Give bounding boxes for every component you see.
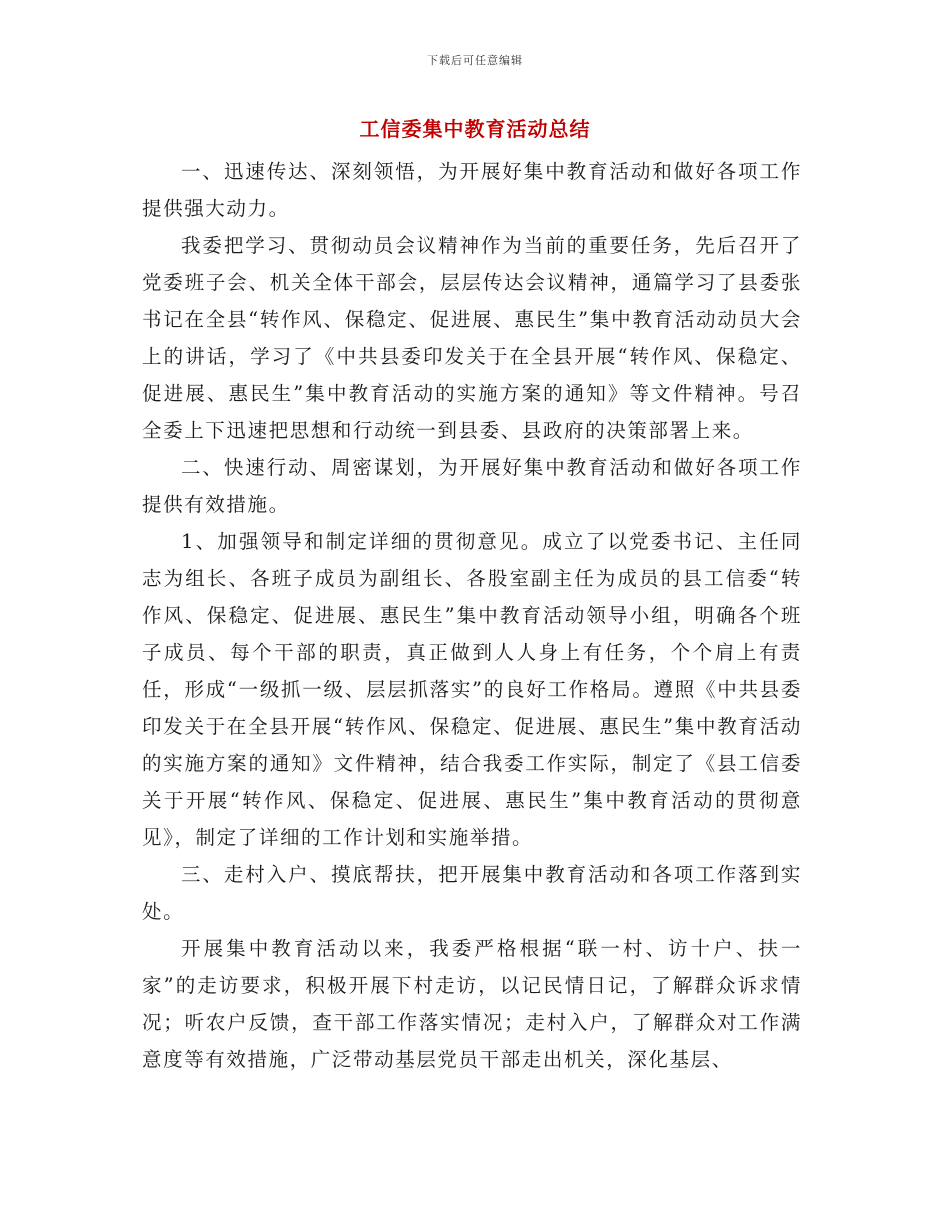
header-note: 下载后可任意编辑 bbox=[427, 54, 523, 67]
document-body bbox=[142, 153, 802, 1078]
paragraph-2: 1、加强领导和制定详细的贯彻意见。成立了以党委书记、主任同志为组长、各班子成员为副组长、各股室副主任为成员的县工信委“转作风、保稳定、促进展、惠民生”集中教育活动领导小组，明确各个班子成员、每个干部的职责，真正做到人人身上有任务，个个肩上有责任，形成“一级抓一级、层层抓落实”的良好工作格局。遵照《中共县委印发关于在全县开展“转作风、保稳定、促进展、惠民生”集中教育活动的实施方案的通知》文件精神，结合我委工作实际，制定了《县工信委关于开展“转作风、保稳定、促进展、惠民生”集中教育活动的贯彻意见》，制定了详细的工作计划和实施举措。 bbox=[142, 530, 802, 849]
section-heading-2: 二、快速行动、周密谋划，为开展好集中教育活动和做好各项工作提供有效措施。 bbox=[142, 456, 802, 516]
paragraph-3: 开展集中教育活动以来，我委严格根据“联一村、访十户、扶一家”的走访要求，积极开展下村走访，以记民情日记，了解群众诉求情况；听农户反馈，查干部工作落实情况；走村入户，了解群众对工作满意度等有效措施，广泛带动基层党员干部走出机关，深化基层、 bbox=[142, 937, 802, 1071]
section-heading-1: 一、迅速传达、深刻领悟，为开展好集中教育活动和做好各项工作提供强大动力。 bbox=[142, 160, 802, 220]
document-title: 工信委集中教育活动总结 bbox=[359, 117, 591, 141]
section-heading-3: 三、走村入户、摸底帮扶，把开展集中教育活动和各项工作落到实处。 bbox=[142, 863, 802, 923]
paragraph-1: 我委把学习、贯彻动员会议精神作为当前的重要任务，先后召开了党委班子会、机关全体干部会，层层传达会议精神，通篇学习了县委张书记在全县“转作风、保稳定、促进展、惠民生”集中教育活动动员大会上的讲话，学习了《中共县委印发关于在全县开展“转作风、保稳定、促进展、惠民生”集中教育活动的实施方案的通知》等文件精神。号召全委上下迅速把思想和行动统一到县委、县政府的决策部署上来。 bbox=[142, 234, 802, 442]
